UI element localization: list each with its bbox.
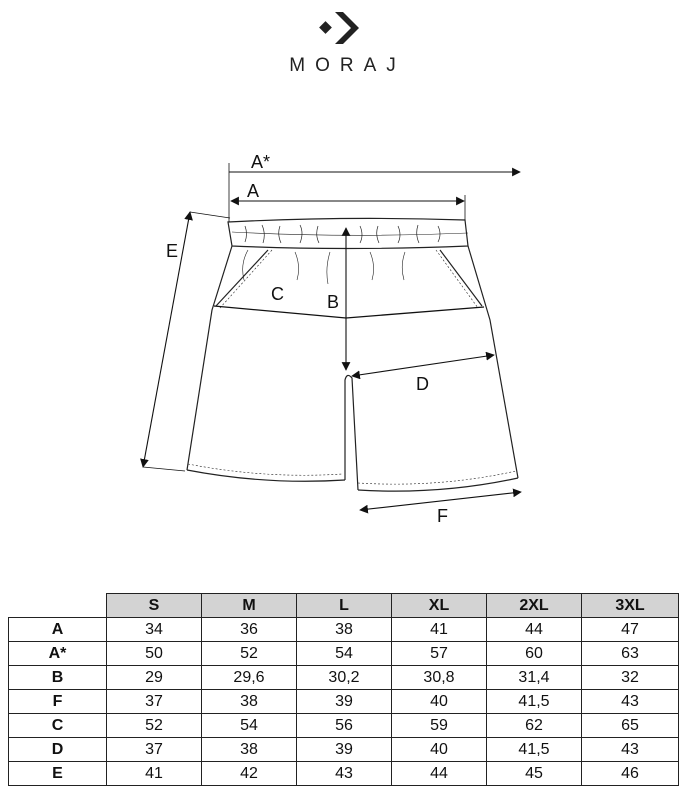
- row-label: A: [9, 618, 107, 642]
- table-cell: 41,5: [487, 738, 582, 762]
- table-cell: 65: [582, 714, 679, 738]
- table-cell: 54: [297, 642, 392, 666]
- table-cell: 47: [582, 618, 679, 642]
- table-cell: 29,6: [202, 666, 297, 690]
- table-cell: 59: [392, 714, 487, 738]
- size-chart-table: [8, 593, 679, 786]
- row-label: C: [9, 714, 107, 738]
- size-header-xl: XL: [392, 594, 487, 618]
- table-cell: 44: [487, 618, 582, 642]
- size-table-body: [9, 618, 679, 786]
- table-cell: 34: [107, 618, 202, 642]
- label-d: D: [416, 374, 429, 394]
- row-label: D: [9, 738, 107, 762]
- table-cell: 52: [107, 714, 202, 738]
- table-row: [9, 690, 679, 714]
- table-cell: 41: [107, 762, 202, 786]
- table-cell: 50: [107, 642, 202, 666]
- table-cell: 52: [202, 642, 297, 666]
- row-label: B: [9, 666, 107, 690]
- table-cell: 46: [582, 762, 679, 786]
- table-cell: 41: [392, 618, 487, 642]
- shorts-outline: [187, 218, 518, 491]
- brand-name: MORAJ: [289, 55, 406, 76]
- table-row: [9, 642, 679, 666]
- table-cell: 41,5: [487, 690, 582, 714]
- table-cell: 57: [392, 642, 487, 666]
- table-corner: [9, 594, 107, 618]
- table-cell: 38: [202, 690, 297, 714]
- size-header-2xl: 2XL: [487, 594, 582, 618]
- table-cell: 56: [297, 714, 392, 738]
- table-cell: 40: [392, 738, 487, 762]
- label-f: F: [437, 506, 448, 526]
- table-cell: 32: [582, 666, 679, 690]
- table-cell: 54: [202, 714, 297, 738]
- table-cell: 29: [107, 666, 202, 690]
- table-cell: 45: [487, 762, 582, 786]
- table-cell: 37: [107, 690, 202, 714]
- size-header-s: S: [107, 594, 202, 618]
- table-row: [9, 666, 679, 690]
- label-e: E: [166, 241, 179, 261]
- table-cell: 62: [487, 714, 582, 738]
- table-row: [9, 762, 679, 786]
- table-cell: 31,4: [487, 666, 582, 690]
- size-header-row: [9, 594, 679, 618]
- measurement-lines: [143, 163, 521, 510]
- table-cell: 38: [202, 738, 297, 762]
- table-cell: 37: [107, 738, 202, 762]
- table-cell: 38: [297, 618, 392, 642]
- label-a: A: [247, 181, 260, 201]
- table-cell: 60: [487, 642, 582, 666]
- row-label: F: [9, 690, 107, 714]
- table-cell: 36: [202, 618, 297, 642]
- size-header-3xl: 3XL: [582, 594, 679, 618]
- table-row: [9, 738, 679, 762]
- table-cell: 63: [582, 642, 679, 666]
- table-row: [9, 714, 679, 738]
- row-label: A*: [9, 642, 107, 666]
- table-cell: 43: [582, 738, 679, 762]
- table-row: [9, 618, 679, 642]
- table-cell: 42: [202, 762, 297, 786]
- table-cell: 43: [582, 690, 679, 714]
- table-cell: 39: [297, 738, 392, 762]
- row-label: E: [9, 762, 107, 786]
- size-header-l: L: [297, 594, 392, 618]
- table-cell: 40: [392, 690, 487, 714]
- label-a-star: A*: [251, 152, 271, 172]
- label-c: C: [271, 284, 284, 304]
- size-header-m: M: [202, 594, 297, 618]
- table-cell: 30,2: [297, 666, 392, 690]
- table-cell: 39: [297, 690, 392, 714]
- table-cell: 44: [392, 762, 487, 786]
- table-cell: 30,8: [392, 666, 487, 690]
- label-b: B: [327, 292, 340, 312]
- table-cell: 43: [297, 762, 392, 786]
